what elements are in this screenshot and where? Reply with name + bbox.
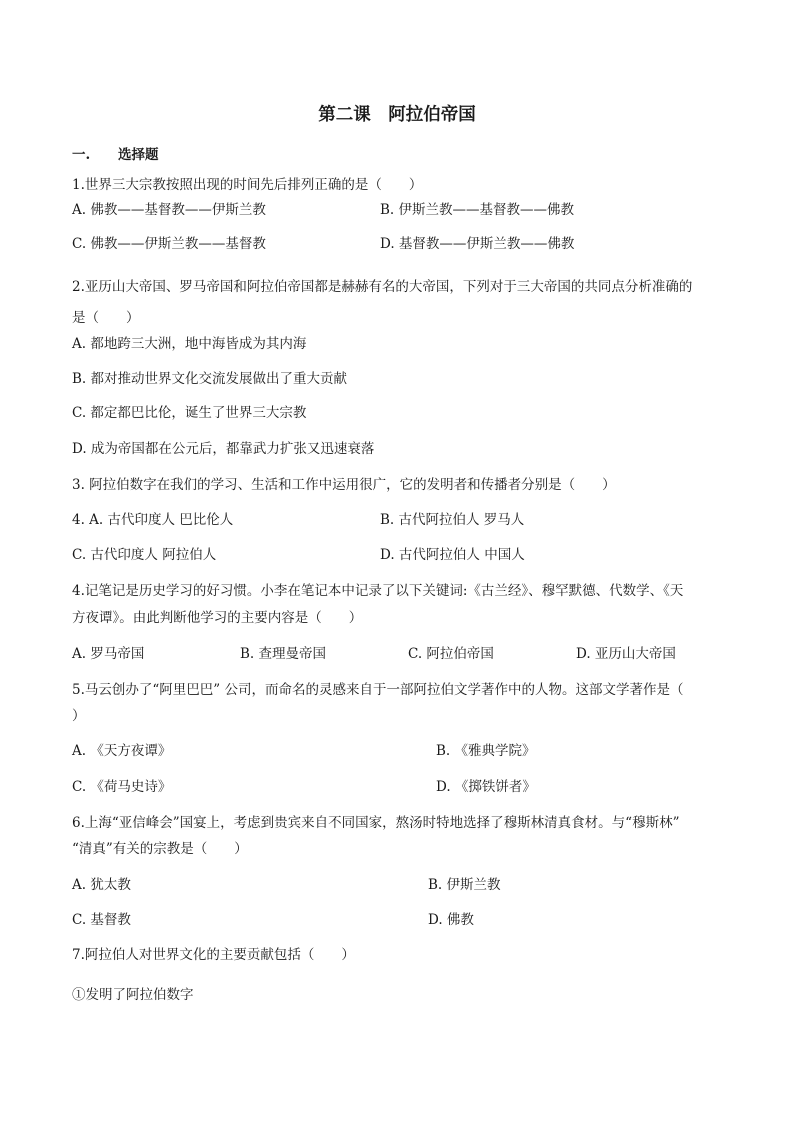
question-stem: 1.世界三大宗教按照出现的时间先后排列正确的是（ ） (72, 177, 423, 193)
option-a: A. 佛教——基督教——伊斯兰教 (72, 202, 266, 218)
option-b: B. 都对推动世界文化交流发展做出了重大贡献 (72, 371, 348, 387)
section-label: 选择题 (118, 147, 159, 163)
page-title: 第二课 阿拉伯帝国 (318, 105, 476, 125)
question-stem: 4.记笔记是历史学习的好习惯。小李在笔记本中记录了以下关键词:《古兰经》、穆罕默德、代数学、《天 (72, 583, 684, 599)
option-b: B. 查理曼帝国 (240, 646, 327, 662)
option-a: A. 犹太教 (72, 877, 131, 893)
question-stem: 3. 阿拉伯数字在我们的学习、生活和工作中运用很广，它的发明者和传播者分别是（ ） (72, 477, 616, 493)
option-c: C. 佛教——伊斯兰教——基督教 (72, 236, 266, 252)
option-c: C. 古代印度人 阿拉伯人 (72, 547, 217, 563)
question-stem-continued: 方夜谭》。由此判断他学习的主要内容是（ ） (72, 610, 363, 626)
question-stem: 7.阿拉伯人对世界文化的主要贡献包括（ ） (72, 947, 355, 963)
option-b: B. 《雅典学院》 (436, 743, 536, 759)
option-a: A. 《天方夜谭》 (72, 743, 172, 759)
section-number: 一. (72, 147, 91, 163)
option-b: B. 伊斯兰教 (428, 877, 501, 893)
question-stem-continued: “清真”有关的宗教是（ ） (72, 841, 248, 857)
option-c: C. 《荷马史诗》 (72, 779, 172, 795)
option-d: D. 成为帝国都在公元后，都靠武力扩张又迅速衰落 (72, 441, 375, 457)
option-d: D. 《掷铁饼者》 (436, 779, 536, 795)
question-stem: 5.马云创办了“阿里巴巴” 公司，而命名的灵感来自于一部阿拉伯文学著作中的人物。这部文学著作是（ (72, 682, 684, 698)
option-b: B. 伊斯兰教——基督教——佛教 (380, 202, 575, 218)
option-c: C. 基督教 (72, 912, 131, 928)
option-d: D. 亚历山大帝国 (576, 646, 676, 662)
question-stem: 6.上海“亚信峰会”国宴上，考虑到贵宾来自不同国家，熬汤时特地选择了穆斯林清真食材。与“穆斯林” (72, 815, 680, 831)
option-a: 4. A. 古代印度人 巴比伦人 (72, 512, 234, 528)
question-stem: 2.亚历山大帝国、罗马帝国和阿拉伯帝国都是赫赫有名的大帝国，下列对于三大帝国的共同点分析准确的 (72, 279, 693, 295)
question-stem-continued: 是（ ） (72, 310, 140, 326)
option-b: B. 古代阿拉伯人 罗马人 (380, 512, 525, 528)
option-a: A. 罗马帝国 (72, 646, 145, 662)
option-d: D. 基督教——伊斯兰教——佛教 (380, 236, 575, 252)
option-c: C. 阿拉伯帝国 (408, 646, 494, 662)
answer-item: ①发明了阿拉伯数字 (72, 987, 194, 1003)
option-d: D. 古代阿拉伯人 中国人 (380, 547, 525, 563)
option-a: A. 都地跨三大洲，地中海皆成为其内海 (72, 336, 307, 352)
option-c: C. 都定都巴比伦，诞生了世界三大宗教 (72, 405, 307, 421)
option-d: D. 佛教 (428, 912, 474, 928)
question-stem-continued: ） (72, 708, 86, 724)
